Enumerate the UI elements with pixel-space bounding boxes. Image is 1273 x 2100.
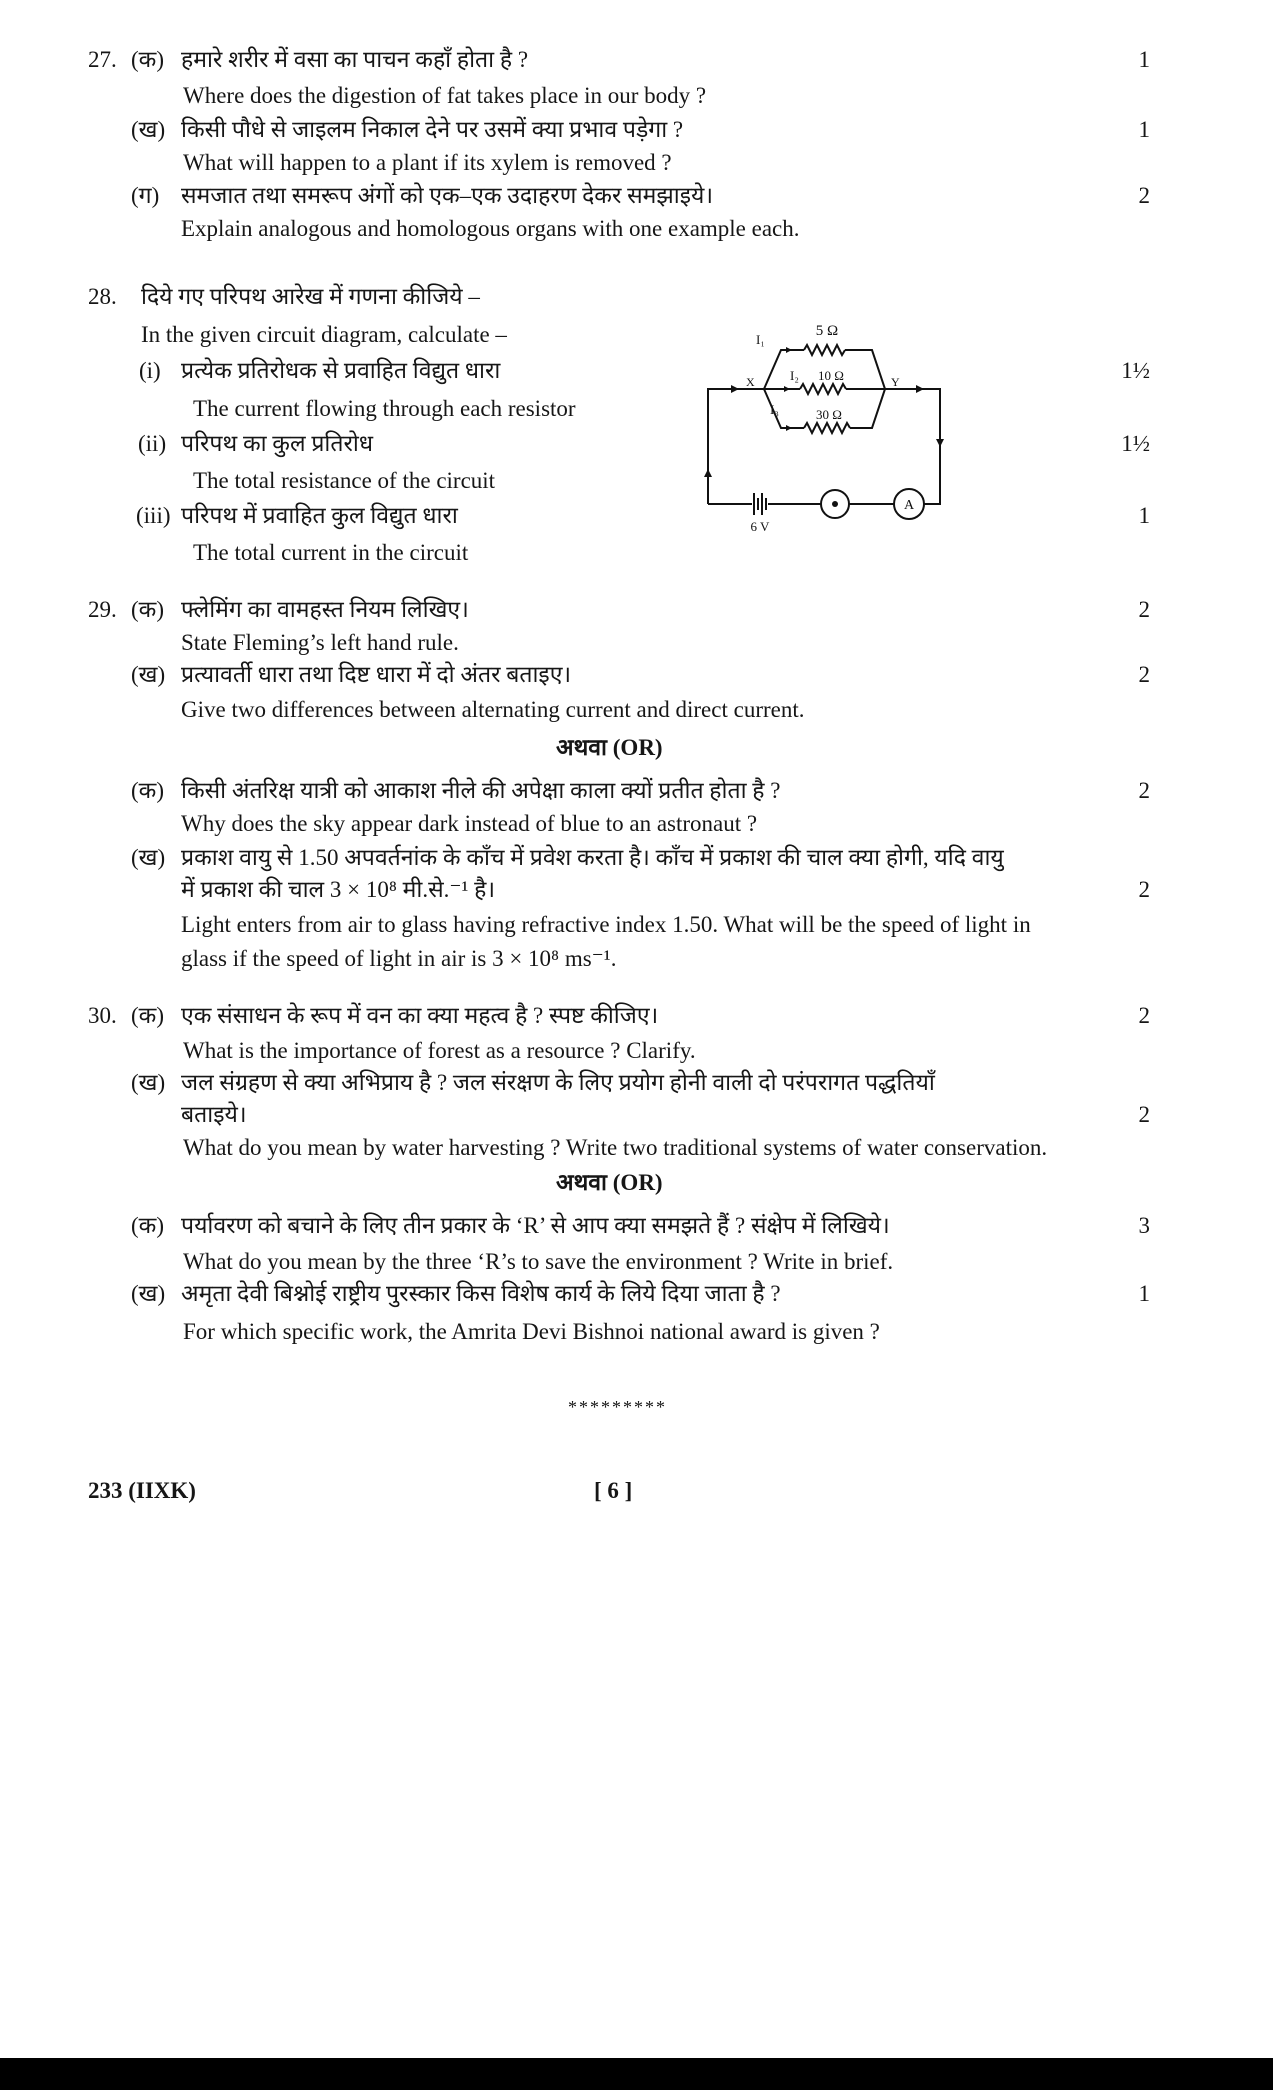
resistor-label-30-ohm: 30 Ω (816, 407, 842, 422)
question-text-english: The total resistance of the circuit (193, 468, 496, 493)
current-arrow-icon (916, 385, 924, 393)
question-text-hindi: बताइये। (181, 1102, 247, 1127)
question-text-hindi: फ्लेमिंग का वामहस्त नियम लिखिए। (181, 597, 469, 622)
or-heading: अथवा (OR) (556, 1170, 663, 1195)
marks: 1½ (1121, 358, 1150, 383)
current-label-i2: I₂ (790, 368, 799, 383)
question-text-english: Explain analogous and homologous organs with one example each. (181, 216, 800, 241)
scan-edge-band (0, 2058, 1273, 2090)
marks: 1 (1138, 1281, 1150, 1306)
question-text-hindi: पर्यावरण को बचाने के लिए तीन प्रकार के ‘R’ से आप क्या समझते हैं ? संक्षेप में लिखिये। (181, 1213, 890, 1238)
question-text-hindi: प्रकाश वायु से 1.50 अपवर्तनांक के काँच में प्रवेश करता है। काँच में प्रकाश की चाल क्या होगी, यदि वायु (181, 845, 1004, 870)
circuit-diagram (700, 318, 950, 538)
marks: 1 (1138, 47, 1150, 72)
question-text-hindi: जल संग्रहण से क्या अभिप्राय है ? जल संरक्षण के लिए प्रयोग होनी वाली दो परंपरागत पद्धतियाँ (181, 1070, 935, 1095)
sub-question-label: (क) (131, 1003, 164, 1028)
question-text-hindi: हमारे शरीर में वसा का पाचन कहाँ होता है ? (181, 47, 529, 72)
resistor-30-ohm (804, 423, 850, 433)
marks: 2 (1138, 877, 1150, 902)
sub-question-label: (ख) (131, 845, 166, 870)
sub-question-label: (i) (139, 358, 161, 383)
question-text-english: What do you mean by the three ‘R’s to save the environment ? Write in brief. (183, 1249, 894, 1274)
paper-code: 233 (IIXK) (88, 1478, 196, 1503)
branch-top-right (845, 350, 885, 389)
current-arrow-icon (731, 385, 739, 393)
resistor-label-10-ohm: 10 Ω (818, 368, 844, 383)
sub-question-label: (ख) (131, 117, 166, 142)
sub-question-label: (क) (131, 597, 164, 622)
marks: 1½ (1121, 431, 1150, 456)
question-text-hindi: किसी अंतरिक्ष यात्री को आकाश नीले की अपेक्षा काला क्यों प्रतीत होता है ? (181, 778, 781, 803)
sub-question-label: (ii) (138, 431, 167, 456)
page-number: [ 6 ] (594, 1478, 633, 1503)
or-heading: अथवा (OR) (556, 735, 663, 760)
marks: 1 (1138, 117, 1150, 142)
wire-left (708, 389, 764, 504)
question-text-english: glass if the speed of light in air is 3 × 10⁸ ms⁻¹. (181, 946, 617, 971)
ammeter-label: A (903, 498, 915, 513)
marks: 2 (1138, 597, 1150, 622)
current-label-i3: I₃ (770, 402, 779, 417)
question-text-english: In the given circuit diagram, calculate – (141, 322, 507, 347)
question-number: 30. (88, 1003, 117, 1028)
sub-question-label: (ख) (131, 1281, 166, 1306)
question-text-hindi: एक संसाधन के रूप में वन का क्या महत्व है ? स्पष्ट कीजिए। (181, 1003, 659, 1028)
sub-question-label: (iii) (136, 503, 171, 528)
current-arrow-icon (936, 439, 944, 447)
sub-question-label: (ख) (131, 1070, 166, 1095)
marks: 2 (1138, 1003, 1150, 1028)
wire-right (885, 389, 940, 504)
question-number: 28. (88, 284, 117, 309)
branch-arrow-icon (784, 386, 790, 392)
battery-label: 6 V (750, 519, 770, 534)
question-text-hindi: समजात तथा समरूप अंगों को एक–एक उदाहरण देकर समझाइये। (181, 183, 714, 208)
branch-bottom-right (850, 389, 885, 428)
current-arrow-icon (704, 469, 712, 477)
question-text-english: The total current in the circuit (193, 540, 469, 565)
question-text-english: State Fleming’s left hand rule. (181, 630, 459, 655)
key-plug-dot (832, 501, 838, 507)
junction-label-x: X (746, 375, 755, 389)
sub-question-label: (क) (131, 778, 164, 803)
resistor-label-5-ohm: 5 Ω (815, 323, 839, 339)
question-number: 27. (88, 47, 117, 72)
marks: 2 (1138, 662, 1150, 687)
question-text-hindi: परिपथ का कुल प्रतिरोध (181, 431, 373, 456)
question-text-english: Light enters from air to glass having refractive index 1.50. What will be the speed of light in (181, 912, 1031, 937)
marks: 3 (1138, 1213, 1150, 1238)
question-text-hindi: अमृता देवी बिश्नोई राष्ट्रीय पुरस्कार किस विशेष कार्य के लिये दिया जाता है ? (181, 1281, 781, 1306)
question-text-hindi: प्रत्येक प्रतिरोधक से प्रवाहित विद्युत धारा (181, 358, 501, 383)
sub-question-label: (ख) (131, 662, 166, 687)
question-text-english: What will happen to a plant if its xylem is removed ? (183, 150, 672, 175)
question-text-english: Where does the digestion of fat takes place in our body ? (183, 83, 707, 108)
junction-label-y: Y (891, 375, 900, 389)
sub-question-label: (क) (131, 1213, 164, 1238)
question-text-hindi: दिये गए परिपथ आरेख में गणना कीजिये – (141, 284, 480, 309)
question-text-hindi: किसी पौधे से जाइलम निकाल देने पर उसमें क्या प्रभाव पड़ेगा ? (181, 117, 684, 142)
question-text-english: The current flowing through each resistor (193, 396, 576, 421)
question-text-hindi: परिपथ में प्रवाहित कुल विद्युत धारा (181, 503, 458, 528)
current-label-i1: I₁ (756, 332, 765, 347)
sub-question-label: (ग) (131, 183, 160, 208)
question-text-english: For which specific work, the Amrita Devi Bishnoi national award is given ? (183, 1319, 880, 1344)
marks: 2 (1138, 778, 1150, 803)
end-marker: ********* (568, 1397, 667, 1417)
question-text-english: What do you mean by water harvesting ? Write two traditional systems of water conservation. (183, 1135, 1048, 1160)
resistor-10-ohm (800, 384, 846, 394)
resistor-5-ohm (804, 345, 845, 355)
sub-question-label: (क) (131, 47, 164, 72)
question-text-english: What is the importance of forest as a resource ? Clarify. (183, 1038, 696, 1063)
branch-arrow-icon (786, 347, 792, 353)
question-text-hindi: में प्रकाश की चाल 3 × 10⁸ मी.से.⁻¹ है। (181, 877, 496, 902)
marks: 2 (1138, 183, 1150, 208)
question-text-hindi: प्रत्यावर्ती धारा तथा दिष्ट धारा में दो अंतर बताइए। (181, 662, 572, 687)
marks: 1 (1138, 503, 1150, 528)
question-text-english: Why does the sky appear dark instead of blue to an astronaut ? (181, 811, 758, 836)
question-text-english: Give two differences between alternating current and direct current. (181, 697, 805, 722)
marks: 2 (1138, 1102, 1150, 1127)
question-number: 29. (88, 597, 117, 622)
branch-arrow-icon (786, 425, 792, 431)
